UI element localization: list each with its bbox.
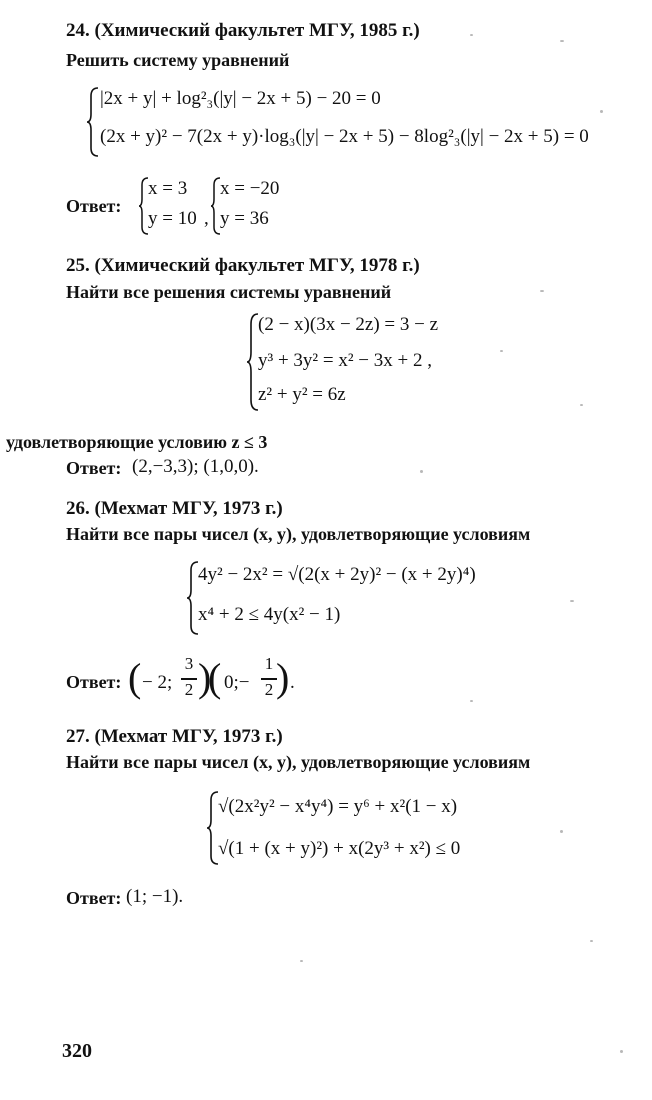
problem-25-answer: (2,−3,3); (1,0,0).	[132, 456, 259, 477]
problem-26-answer-label: Ответ:	[66, 672, 122, 692]
problem-26-system	[186, 560, 516, 636]
problem-24-equation-1: |2x + y| + log²₃(|y| − 2x + 5) − 20 = 0	[100, 88, 381, 109]
problem-25-system	[246, 312, 486, 412]
problem-27-answer-label: Ответ:	[66, 888, 122, 908]
problem-25-heading: 25. (Химический факультет МГУ, 1978 г.)	[66, 255, 420, 276]
problem-26-task: Найти все пары чисел (x, y), удовлетворяющие условиям	[66, 524, 531, 544]
problem-26-equation-1: 4y² − 2x² = √(2(x + 2y)² − (x + 2y)⁴)	[198, 564, 476, 585]
scan-speck	[470, 34, 473, 36]
problem-27-equation-2: √(1 + (x + y)²) + x(2y³ + x²) ≤ 0	[218, 838, 461, 859]
answer-24-separator: ,	[204, 208, 209, 229]
problem-27-answer: (1; −1).	[126, 886, 184, 907]
system-brace-icon	[86, 86, 100, 158]
right-paren-icon: )	[276, 655, 290, 700]
problem-24-task: Решить систему уравнений	[66, 50, 290, 70]
scan-speck	[560, 40, 564, 42]
problem-25-equation-2: y³ + 3y² = x² − 3x + 2 ,	[258, 350, 432, 371]
scan-speck	[300, 960, 303, 962]
answer-24-x1: x = 3	[148, 178, 188, 199]
problem-25-equation-3: z² + y² = 6z	[258, 384, 346, 405]
scan-speck	[560, 830, 563, 833]
answer-24-y1: y = 10	[148, 208, 197, 229]
scan-speck	[470, 700, 473, 702]
problem-27-task: Найти все пары чисел (x, y), удовлетворяющие условиям	[66, 752, 531, 772]
book-page: 24. (Химический факультет МГУ, 1985 г.) Решить систему уравнений |2x + y| + log²₃(|y| − 2x + 5) − 20 = 0 (2x + y)² − 7(2x + y)·log₃(|y| − 2x + 5) − 8log²₃(|y| − 2x + 5) = 0 Ответ: x = 3 y = 10 , x = −20 y = 36 25. (Химический факультет МГУ, 1978 г.) Найти все решения системы уравнений (2 − x)(3x − 2z) = 3 − z y³ + 3y² = x² − 3x + 2 , z² + y² = 6z удовлетворяющие условию z ≤ 3 Ответ: (2,−3,3); (1,0,0). 26. (Мехмат МГУ, 1973 г.) Найти все пары чисел (x, y), удовлетворяющие условиям 4y² − 2x² = √(2(x + 2y)² − (x + 2y)⁴) x⁴ + 2 ≤ 4y(x² − 1) Ответ: ( − 2; 3 2 ) ( 0;− 1 2 ) . 27. (Мехмат МГУ, 1973 г.) Найти все пары чисел (x, y), удовлетворяющие условиям √(2x²y² − x⁴y⁴) = y⁶ + x²(1 − x) √(1 + (x + y)²) + x(2y³ + x²) ≤ 0 Ответ: (1; −1). 320	[0, 0, 652, 1100]
problem-24-answer	[138, 176, 288, 236]
scan-speck	[540, 290, 544, 292]
problem-24-answer-label: Ответ:	[66, 196, 122, 216]
problem-26-heading: 26. (Мехмат МГУ, 1973 г.)	[66, 498, 283, 519]
answer-24-y2: y = 36	[220, 208, 269, 229]
problem-27-heading: 27. (Мехмат МГУ, 1973 г.)	[66, 726, 283, 747]
problem-25-answer-label: Ответ:	[66, 458, 122, 478]
problem-24-heading: 24. (Химический факультет МГУ, 1985 г.)	[66, 20, 420, 41]
problem-25-condition: удовлетворяющие условию z ≤ 3	[6, 432, 268, 452]
scan-speck	[500, 350, 503, 352]
problem-27-equation-1: √(2x²y² − x⁴y⁴) = y⁶ + x²(1 − x)	[218, 796, 458, 817]
page-number: 320	[62, 1040, 92, 1062]
scan-speck	[420, 470, 423, 473]
right-paren-icon: )	[198, 655, 212, 700]
scan-speck	[620, 1050, 623, 1053]
problem-24-system	[86, 86, 626, 158]
problem-27-system	[206, 790, 506, 866]
scan-speck	[570, 600, 574, 602]
problem-26-equation-2: x⁴ + 2 ≤ 4y(x² − 1)	[198, 604, 341, 625]
scan-speck	[600, 110, 603, 113]
left-paren-icon: (	[208, 655, 222, 700]
problem-24-equation-2: (2x + y)² − 7(2x + y)·log₃(|y| − 2x + 5) − 8log²₃(|y| − 2x + 5) = 0	[100, 126, 589, 147]
problem-25-task: Найти все решения системы уравнений	[66, 282, 392, 302]
problem-26-answer: ( − 2; 3 2 ) ( 0;− 1 2 )	[128, 654, 290, 700]
scan-speck	[580, 404, 583, 406]
answer-24-x2: x = −20	[220, 178, 280, 199]
scan-speck	[590, 940, 593, 942]
left-paren-icon: (	[128, 655, 142, 700]
problem-25-equation-1: (2 − x)(3x − 2z) = 3 − z	[258, 314, 439, 335]
